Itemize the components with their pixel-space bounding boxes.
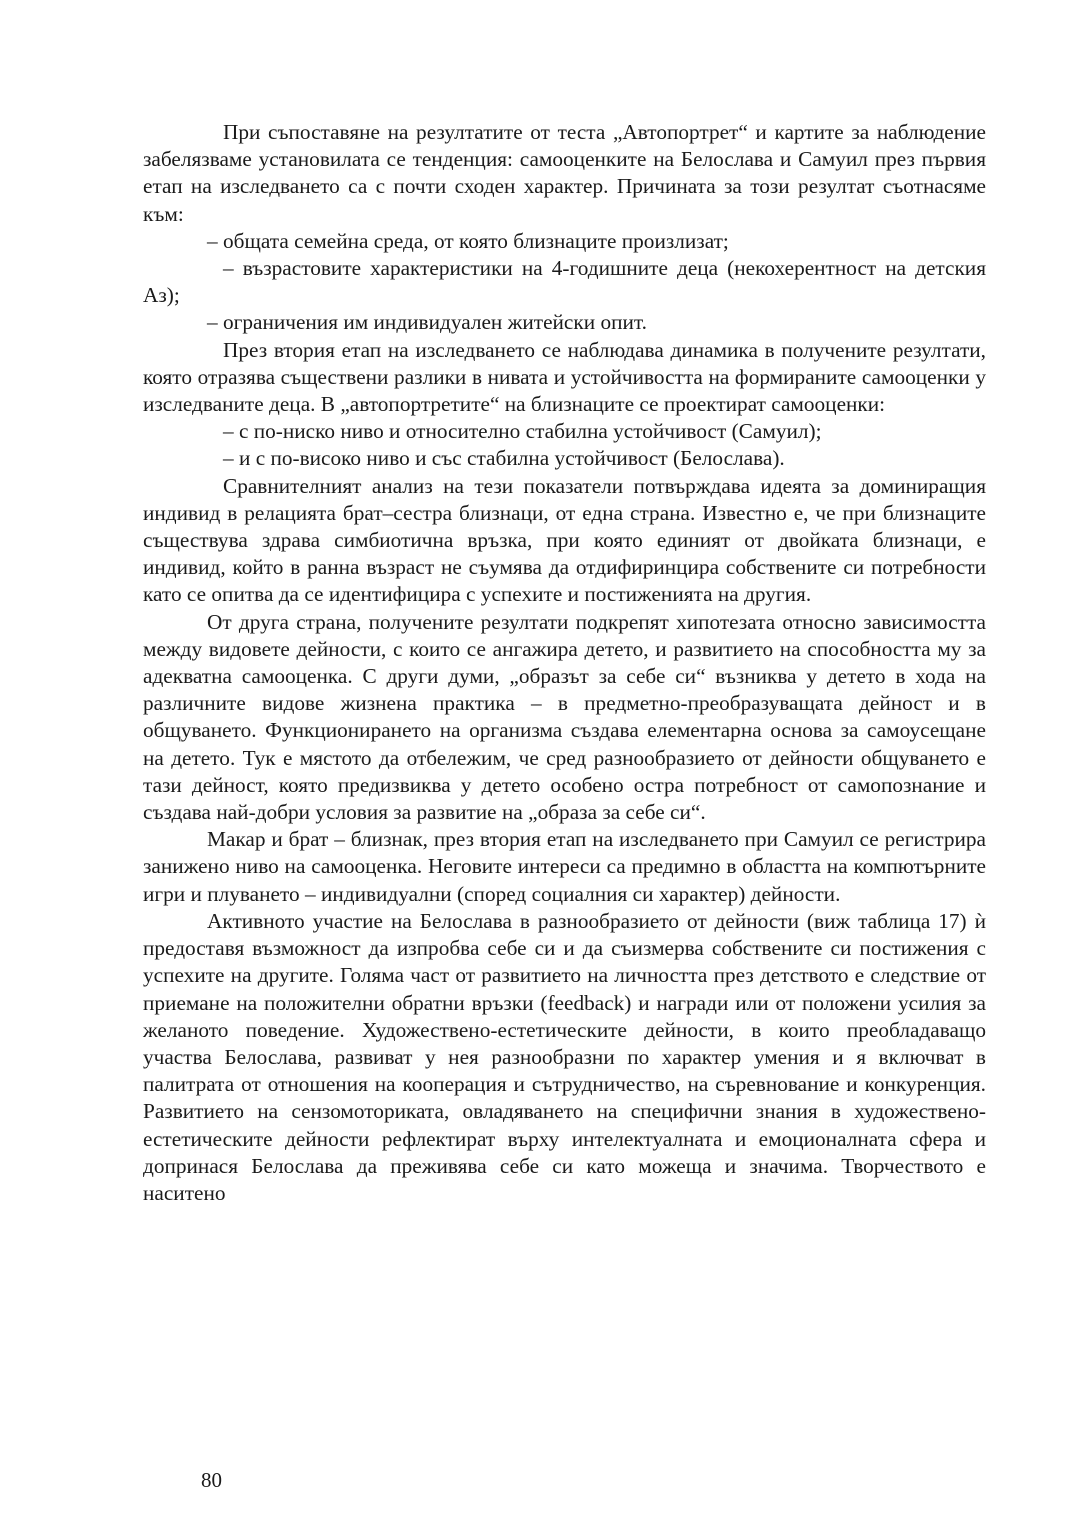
paragraph-samuil-self-esteem: Макар и брат – близнак, през втория етап на изследването при Самуил се регистрира занижено ниво на самооценка. Неговите интереси са предимно в областта на компютърните игри и плуването – индивидуални (според социалния си характер) дейности. [143, 827, 986, 906]
list-item-samuil: – с по-ниско ниво и относително стабилна устойчивост (Самуил); [223, 419, 822, 444]
paragraph-comparison-intro: При съпоставяне на резултатите от теста „Автопортрет“ и картите за наблюдение забелязваме установилата се тенденция: самооценките на Белослава и Самуил през първия етап на изследването са с почти сходен характер. Причината за този резултат съотнасяме към: [143, 120, 986, 226]
list-item-life-experience: – ограничения им индивидуален житейски опит. [207, 310, 647, 335]
page-body [143, 119, 986, 1207]
paragraph-beloslava-activities: Активното участие на Белослава в разнообразието от дейности (виж таблица 17) ѝ предоставя възможност да изпробва себе си и да съизмерва собствените си постижения с успехите на другите. Голяма част от развитието на личността през детството е следствие от приемане на положителни обратни връзки (feedback) и награди или от положени усилия за желаното поведение. Художествено-естетическите дейности, в които преобладаващо участва Белослава, развиват у нея разнообразни по характер умения и я включват в палитрата от отношения на кооперация и сътрудничество, на съревнование и конкуренция. Развитието на сензомоториката, овладяването на специфични знания в художествено-естетическите дейности рефлектират върху интелектуалната и емоционалната сфера и допринася Белослава да преживява себе си като можеща и значима. Творчеството е наситено [143, 908, 986, 1205]
paragraph-hypothesis: От друга страна, получените резултати подкрепят хипотезата относно зависимостта между видовете дейности, с които се ангажира детето, и развитието на способността му за адекватна самооценка. С други думи, „образът за себе си“ възниква у детето в хода на различните видове жизнена практика – в предметно-преобразуващата дейност и в общуването. Функционирането на организма създава елементарна основа за самоусещане на детето. Тук е мястото да отбележим, че сред разнообразието от дейности общуването е тази дейност, която предизвиква у детето особено остра потребност от самопознание и създава най-добри условия за развитие на „образа за себе си“. [143, 609, 986, 825]
list-item-age-characteristics: – възрастовите характеристики на 4-годишните деца (некохерентност на детския Аз); [143, 256, 986, 308]
paragraph-second-stage: През втория етап на изследването се наблюдава динамика в получените резултати, която отразява съществени разлики в нивата и устойчивостта на формираните самооценки у изследваните деца. В „автопортретите“ на близнаците се проектират самооценки: [143, 337, 986, 417]
list-item-beloslava: – и с по-високо ниво и със стабилна устойчивост (Белослава). [223, 446, 785, 471]
page-number: 80 [201, 1468, 222, 1492]
paragraph-comparative-analysis: Сравнителният анализ на тези показатели потвърждава идеята за доминиращия индивид в релацията брат–сестра близнаци, от една страна. Известно е, че при близнаците съществува здрава симбиотична връзка, при която единият от двойката близнаци, е индивид, който в ранна възраст не съумява да отдифиринцира собствените си потребности като се опитва да се идентифицира с успехите и постиженията на другия. [143, 473, 986, 607]
list-item-family-environment: – общата семейна среда, от която близнаците произлизат; [207, 228, 729, 253]
